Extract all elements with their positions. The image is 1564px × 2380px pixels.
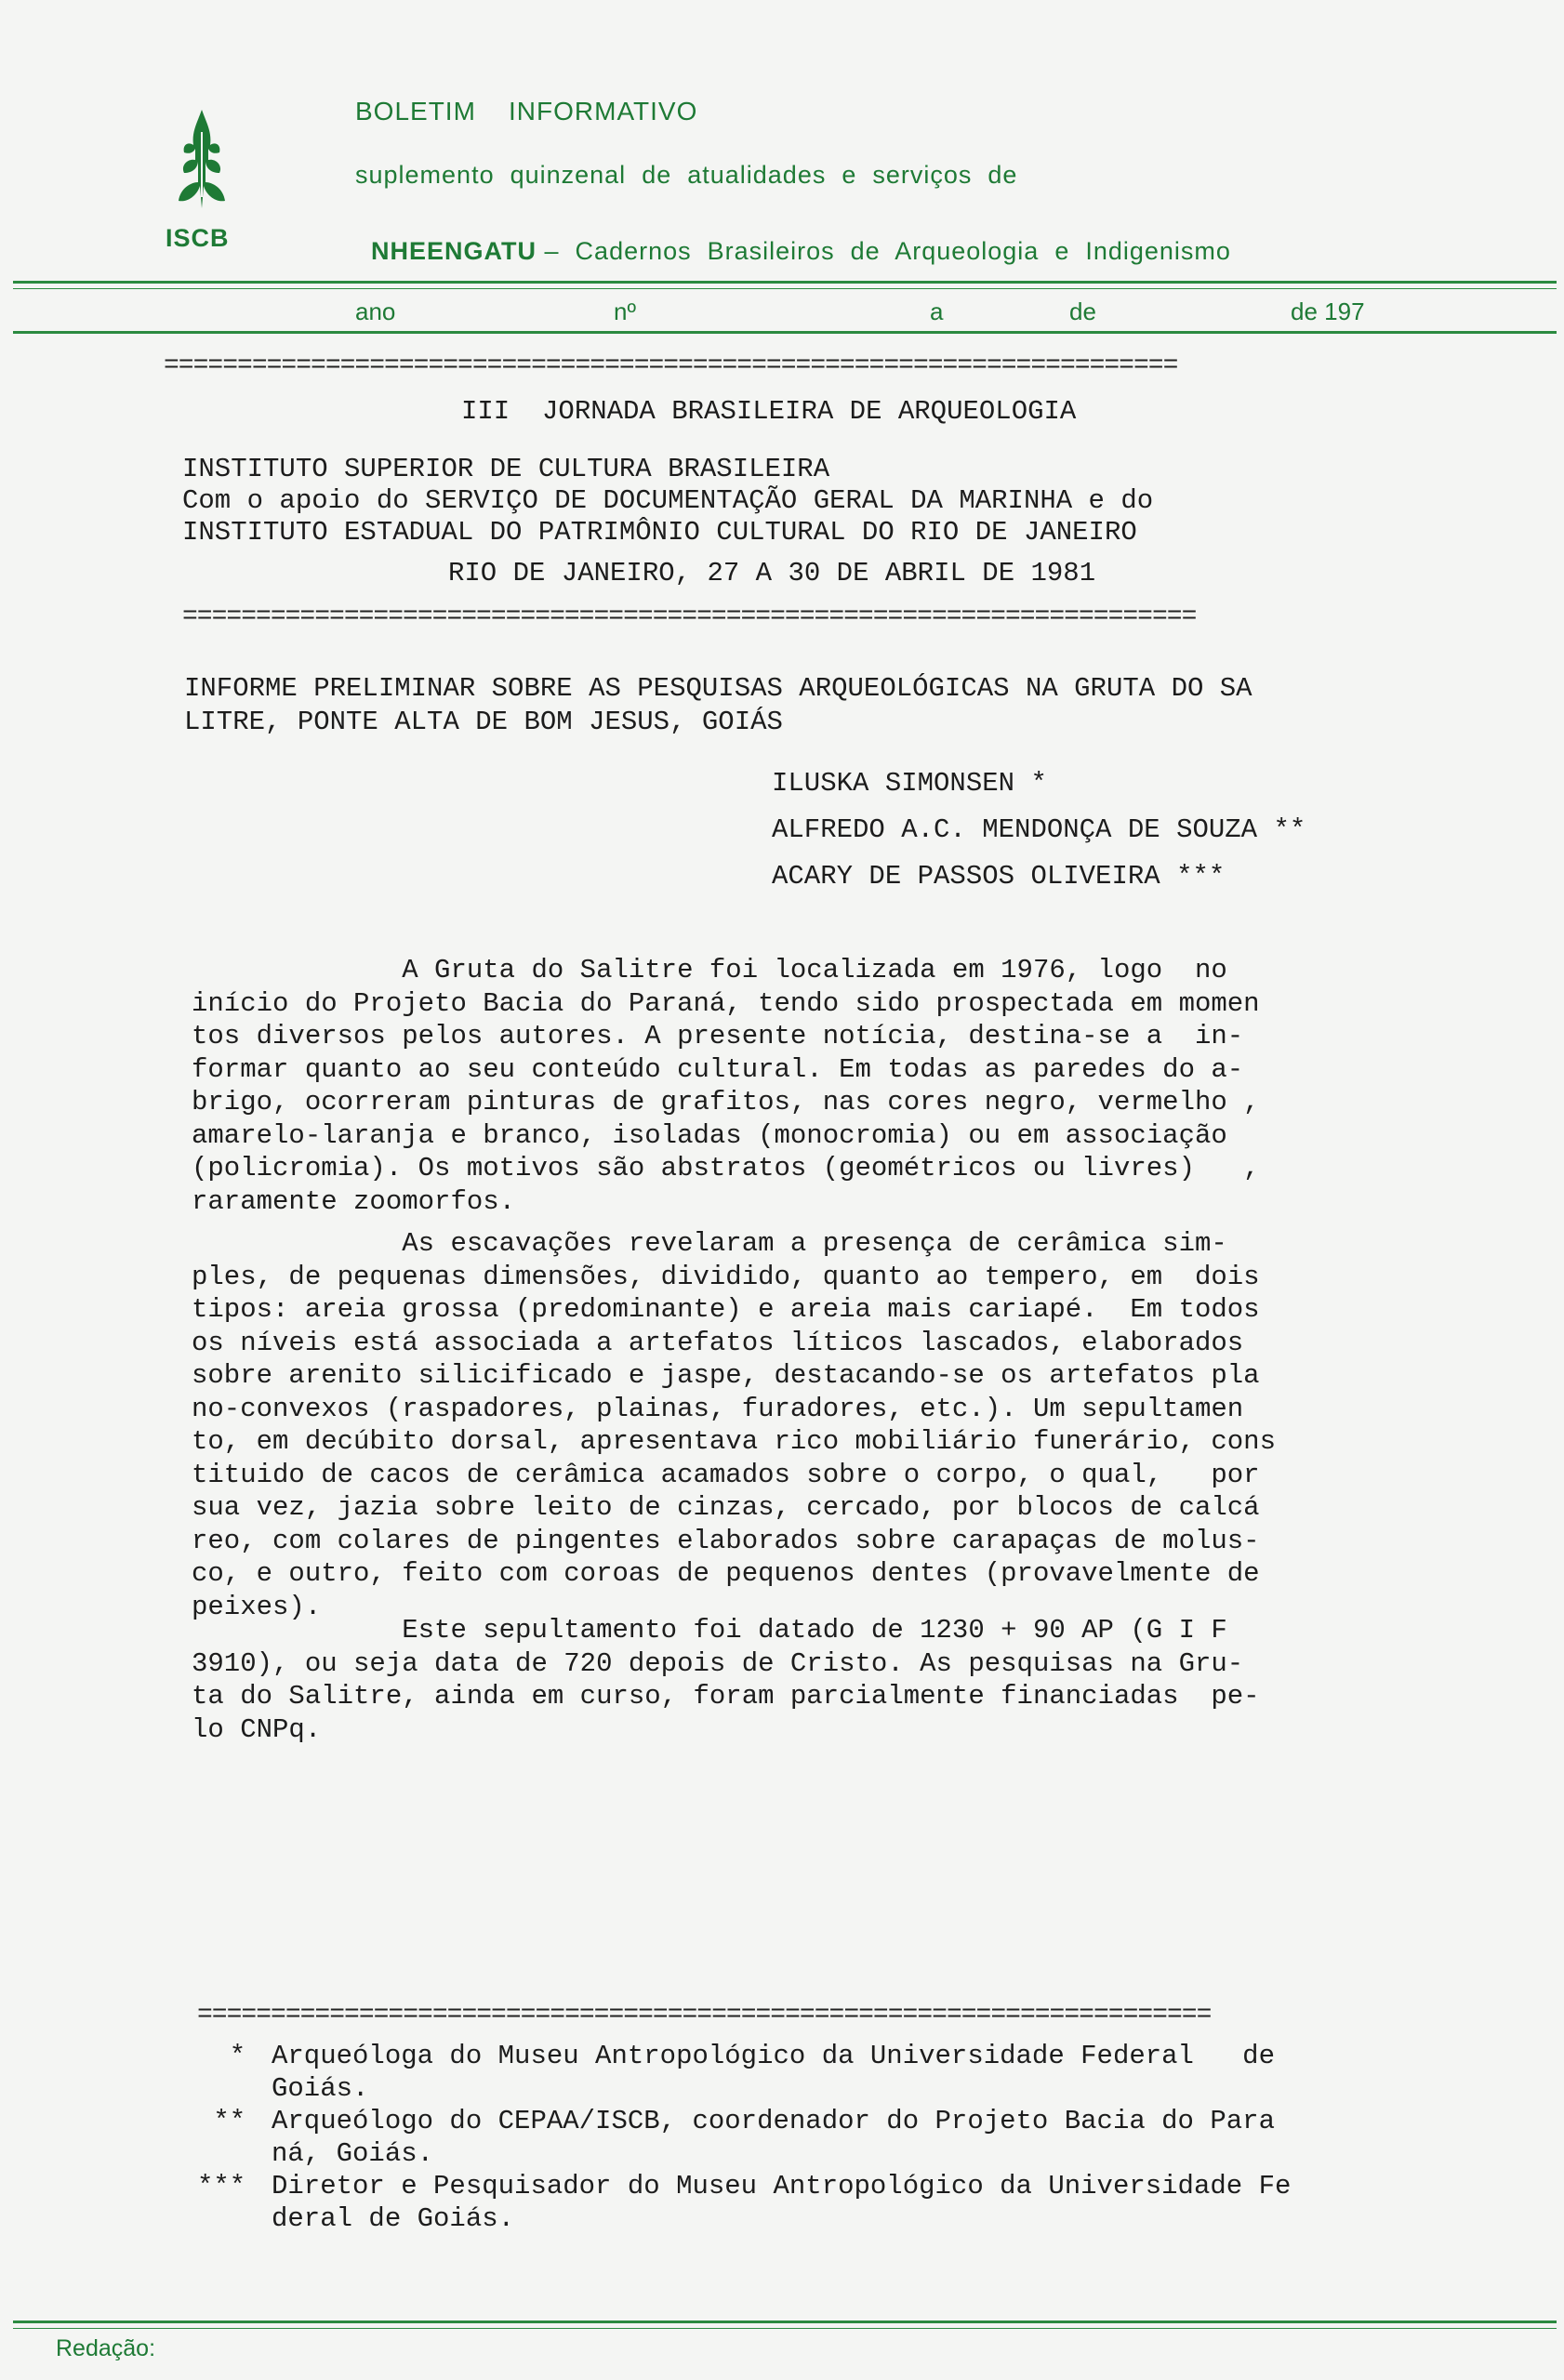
event-institute: INSTITUTO SUPERIOR DE CULTURA BRASILEIRA <box>182 454 830 484</box>
paragraph-1: A Gruta do Salitre foi localizada em 1976, logo no início do Projeto Bacia do Paraná, tendo sido prospectada em momen tos diversos pelos autores. A presente notícia, destina-se a in- formar quanto ao seu conteúdo cultural. Em todas as paredes do a- brigo, ocorreram pinturas de grafitos, nas cores negro, vermelho , amarelo-laranja e branco, isoladas (monocromia) ou em associação (policromia). Os motivos são abstratos (geométricos ou livres) , raramente zoomorfos. <box>192 955 1260 1217</box>
event-place-date: RIO DE JANEIRO, 27 A 30 DE ABRIL DE 1981 <box>448 558 1096 588</box>
author-3: ACARY DE PASSOS OLIVEIRA *** <box>772 861 1226 892</box>
footnote-mark: * <box>197 2041 246 2071</box>
separator-top: ===================================================================== <box>164 351 1178 380</box>
separator-middle: ===================================================================== <box>182 602 1197 631</box>
field-de: de <box>1069 298 1096 325</box>
footnote-mark: *** <box>197 2171 246 2202</box>
top-rule-3 <box>13 331 1557 334</box>
separator-footnotes: ===================================================================== <box>197 2001 1212 2030</box>
paragraph-3: Este sepultamento foi datado de 1230 + 90 AP (G I F 3910), ou seja data de 720 depois de Cristo. As pesquisas na Gru- ta do Salitre, ainda em curso, foram parcialmente financiadas pe- lo CNPq. <box>192 1615 1260 1745</box>
bottom-rule-2 <box>13 2328 1557 2329</box>
footer-redacao: Redação: <box>56 2335 156 2361</box>
footnote-text: Diretor e Pesquisador do Museu Antropológico da Universidade Fe deral de Goiás. <box>272 2171 1292 2234</box>
field-a: a <box>930 298 944 325</box>
letterhead-series <box>355 208 1231 266</box>
event-support: Com o apoio do SERVIÇO DE DOCUMENTAÇÃO GERAL DA MARINHA e do <box>182 485 1154 516</box>
paragraph-2: As escavações revelaram a presença de cerâmica sim- ples, de pequenas dimensões, dividido, quanto ao tempero, em dois tipos: areia grossa (predominante) e areia mais cariapé. Em todos os níveis está associada a artefatos líticos lascados, elaborados sobre arenito silicificado e jaspe, destacando-se os artefatos pla no-convexos (raspadores, plainas, furadores, etc.). Um sepultamen to, em decúbito dorsal, apresentava rico mobiliário funerário, cons tituido de cacos de cerâmica acamados sobre o corpo, o qual, por sua vez, jazia sobre leito de cinzas, cercado, por blocos de calcá reo, com colares de pingentes elaborados sobre carapaças de molus- co, e outro, feito com coroas de pequenos dentes (provavelmente de peixes). <box>192 1228 1276 1622</box>
article-title-line2: LITRE, PONTE ALTA DE BOM JESUS, GOIÁS <box>184 707 783 737</box>
series-description: – Cadernos Brasileiros de Arqueologia e Indigenismo <box>537 237 1231 265</box>
event-institute-2: INSTITUTO ESTADUAL DO PATRIMÔNIO CULTURAL DO RIO DE JANEIRO <box>182 517 1137 548</box>
footnote-text: Arqueólogo do CEPAA/ISCB, coordenador do Projeto Bacia do Para ná, Goiás. <box>272 2106 1275 2169</box>
author-2: ALFREDO A.C. MENDONÇA DE SOUZA ** <box>772 814 1306 845</box>
bottom-rule-1 <box>13 2320 1557 2323</box>
nheengatu-label: NHEENGATU <box>371 237 537 265</box>
event-title: III JORNADA BRASILEIRA DE ARQUEOLOGIA <box>461 396 1077 427</box>
top-rule-2 <box>13 288 1557 289</box>
letterhead-title: BOLETIM INFORMATIVO <box>355 97 698 126</box>
field-numero: nº <box>614 298 636 325</box>
logo-text: ISCB <box>166 224 230 252</box>
top-rule-1 <box>13 281 1557 284</box>
letterhead-subtitle: suplemento quinzenal de atualidades e serviços de <box>355 161 1018 189</box>
footnote-text: Arqueóloga do Museu Antropológico da Universidade Federal de Goiás. <box>272 2041 1275 2104</box>
field-year: de 197 <box>1291 298 1365 325</box>
author-1: ILUSKA SIMONSEN * <box>772 768 1047 799</box>
article-title-line1: INFORME PRELIMINAR SOBRE AS PESQUISAS ARQUEOLÓGICAS NA GRUTA DO SA <box>184 673 1253 704</box>
iscb-logo <box>160 104 244 253</box>
field-ano: ano <box>355 298 396 325</box>
footnote-mark: ** <box>197 2106 246 2136</box>
leaf-emblem-icon <box>160 104 244 216</box>
